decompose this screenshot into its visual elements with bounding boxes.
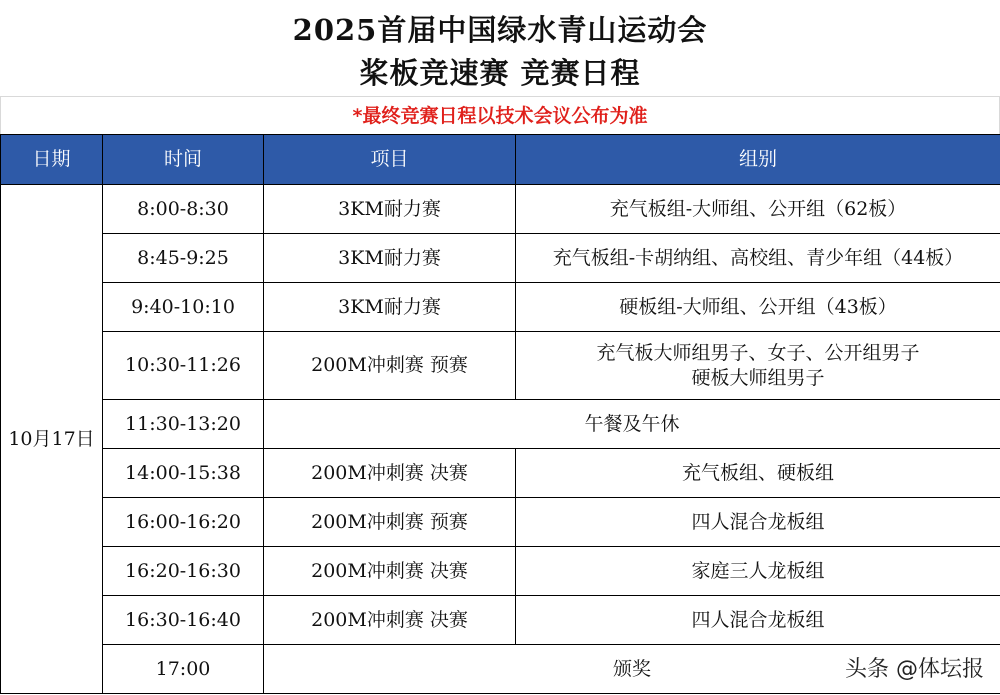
table-row [1, 498, 1000, 547]
table-row [1, 449, 1000, 498]
column-header-event: 项目 [264, 135, 516, 185]
table-row [1, 596, 1000, 645]
merged-cell: 午餐及午休 [264, 400, 1000, 449]
table-row [1, 547, 1000, 596]
table-row [1, 283, 1000, 332]
watermark-text: 头条 @体坛报 [845, 657, 984, 682]
time-cell: 10:30-11:26 [103, 332, 264, 400]
event-cell: 200M冲刺赛 决赛 [264, 449, 516, 498]
group-cell: 硬板组-大师组、公开组（43板） [516, 283, 1000, 332]
group-cell: 四人混合龙板组 [516, 596, 1000, 645]
group-cell: 充气板组-大师组、公开组（62板） [516, 185, 1000, 234]
table-header-row [1, 135, 1000, 185]
time-cell: 16:20-16:30 [103, 547, 264, 596]
merged-cell: 颁奖 [264, 645, 1000, 694]
event-cell: 200M冲刺赛 决赛 [264, 596, 516, 645]
event-cell: 3KM耐力赛 [264, 234, 516, 283]
group-line: 硬板大师组男子 [691, 366, 825, 389]
time-cell: 9:40-10:10 [103, 283, 264, 332]
time-cell: 17:00 [103, 645, 264, 694]
table-row [1, 185, 1000, 234]
date-cell: 10月17日 [1, 185, 103, 694]
time-cell: 14:00-15:38 [103, 449, 264, 498]
time-cell: 11:30-13:20 [103, 400, 264, 449]
event-cell: 200M冲刺赛 预赛 [264, 498, 516, 547]
group-cell [516, 332, 1000, 400]
group-cell: 四人混合龙板组 [516, 498, 1000, 547]
schedule-note: *最终竞赛日程以技术会议公布为准 [352, 105, 648, 127]
group-cell: 充气板组-卡胡纳组、高校组、青少年组（44板） [516, 234, 1000, 283]
column-header-time: 时间 [103, 135, 264, 185]
event-cell: 200M冲刺赛 预赛 [264, 332, 516, 400]
group-line: 充气板大师组男子、女子、公开组男子 [596, 341, 920, 364]
time-cell: 16:00-16:20 [103, 498, 264, 547]
page-title: 2025首届中国绿水青山运动会 [292, 13, 708, 47]
time-cell: 16:30-16:40 [103, 596, 264, 645]
column-header-date: 日期 [1, 135, 103, 185]
schedule-table [0, 134, 1000, 694]
event-cell: 3KM耐力赛 [264, 185, 516, 234]
table-row [1, 234, 1000, 283]
group-cell: 充气板组、硬板组 [516, 449, 1000, 498]
column-header-group: 组别 [516, 135, 1000, 185]
time-cell: 8:45-9:25 [103, 234, 264, 283]
page-subtitle: 桨板竞速赛 竞赛日程 [359, 56, 641, 90]
time-cell: 8:00-8:30 [103, 185, 264, 234]
event-cell: 3KM耐力赛 [264, 283, 516, 332]
table-row [1, 400, 1000, 449]
event-cell: 200M冲刺赛 决赛 [264, 547, 516, 596]
table-row [1, 332, 1000, 400]
group-cell: 家庭三人龙板组 [516, 547, 1000, 596]
